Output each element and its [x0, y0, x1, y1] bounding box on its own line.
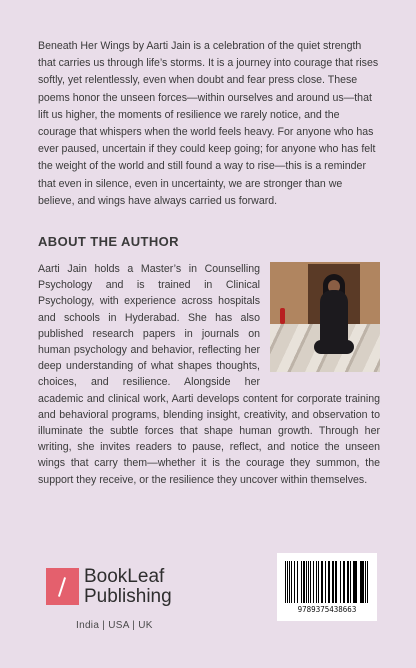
- publisher-name-line2: Publishing: [84, 586, 172, 607]
- back-cover-blurb: Beneath Her Wings by Aarti Jain is a celebration of the quiet strength that carries us through life’s storms. It is a journey into courage that rises softly, yet relentlessly, even when doubt and fear press close. These poems honor the unseen forces—within ourselves and around us—that lift us higher, the moments of resilience we rarely notice, and the courage that whispers when the world feels heavy. For anyone who has ever paused, uncertain if they could keep going; for anyone who has felt the weight of the world and still found a way to rise—this is a reminder that even in silence, even in uncertainty, we are stronger than we believe, and wings have always carried us forward.: [38, 40, 379, 207]
- author-photo: [270, 262, 380, 372]
- barcode-bar: [368, 561, 369, 603]
- author-bio-text: Aarti Jain holds a Master’s in Counselling Psychology and is trained in Clinical Psychology, with experience across hospitals and schools in Hyderabad. She has also published research papers in journals on human psychology and behavior, reflecting her deep understanding of what shapes thoughts, choices, and resilience. Alongside her academic and clinical work, Aarti develops content for corporate training and behavioral programs, blending insight, creativity, and observation to illuminate the subtle forces that shape human growth. Through her writing, she invites readers to pause, reflect, and notice the unseen wings that carry them—whether it is the courage they summon, the support they receive, or the resilience they uncover within themselves.: [38, 263, 380, 486]
- barcode-bars: [285, 561, 369, 603]
- isbn-number: 9789375438663: [297, 605, 357, 614]
- publisher-name-line1: BookLeaf: [84, 566, 165, 587]
- author-bio: [38, 261, 380, 488]
- isbn-barcode: [277, 553, 377, 621]
- bookleaf-mark-icon: [46, 568, 79, 605]
- publisher-regions: India | USA | UK: [76, 620, 153, 631]
- about-author-heading: ABOUT THE AUTHOR: [38, 234, 179, 249]
